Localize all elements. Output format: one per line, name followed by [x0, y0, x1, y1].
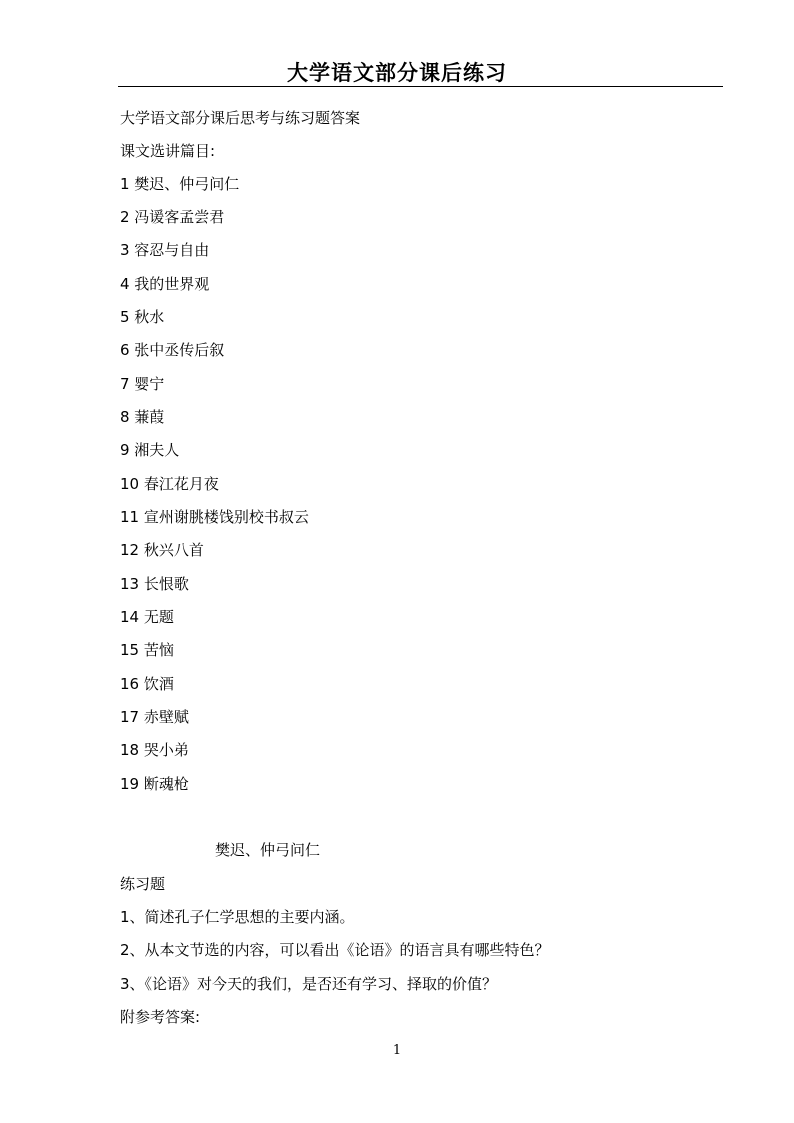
- list-item: 19 断魂枪: [120, 775, 189, 793]
- answer-label: 附参考答案:: [120, 1008, 201, 1026]
- list-item: 12 秋兴八首: [120, 541, 204, 559]
- question-item: 1、简述孔子仁学思想的主要内涵。: [120, 908, 355, 926]
- list-item: 18 哭小弟: [120, 741, 189, 759]
- list-item: 10 春江花月夜: [120, 475, 219, 493]
- list-item: 15 苦恼: [120, 641, 174, 659]
- list-item: 4 我的世界观: [120, 275, 210, 293]
- list-item: 3 容忍与自由: [120, 241, 210, 259]
- intro-heading: 大学语文部分课后思考与练习题答案: [120, 109, 361, 127]
- article-list-label: 课文选讲篇目:: [120, 142, 216, 160]
- exercise-label: 练习题: [120, 875, 166, 893]
- section-title: 樊迟、仲弓问仁: [215, 841, 321, 859]
- question-item: 2、从本文节选的内容，可以看出《论语》的语言具有哪些特色？: [120, 941, 550, 959]
- list-item: 16 饮酒: [120, 675, 174, 693]
- page-title: 大学语文部分课后练习: [287, 60, 507, 85]
- list-item: 5 秋水: [120, 308, 165, 326]
- list-item: 1 樊迟、仲弓问仁: [120, 175, 240, 193]
- list-item: 17 赤壁赋: [120, 708, 189, 726]
- header-divider: [118, 86, 723, 87]
- list-item: 2 冯谖客孟尝君: [120, 208, 225, 226]
- page-number: 1: [392, 1043, 402, 1058]
- question-item: 3、《论语》对今天的我们，是否还有学习、择取的价值？: [120, 975, 498, 993]
- list-item: 6 张中丞传后叙: [120, 341, 225, 359]
- list-item: 13 长恨歌: [120, 575, 189, 593]
- list-item: 7 婴宁: [120, 375, 165, 393]
- list-item: 9 湘夫人: [120, 441, 180, 459]
- list-item: 8 蒹葭: [120, 408, 165, 426]
- list-item: 11 宣州谢朓楼饯别校书叔云: [120, 508, 309, 526]
- list-item: 14 无题: [120, 608, 174, 626]
